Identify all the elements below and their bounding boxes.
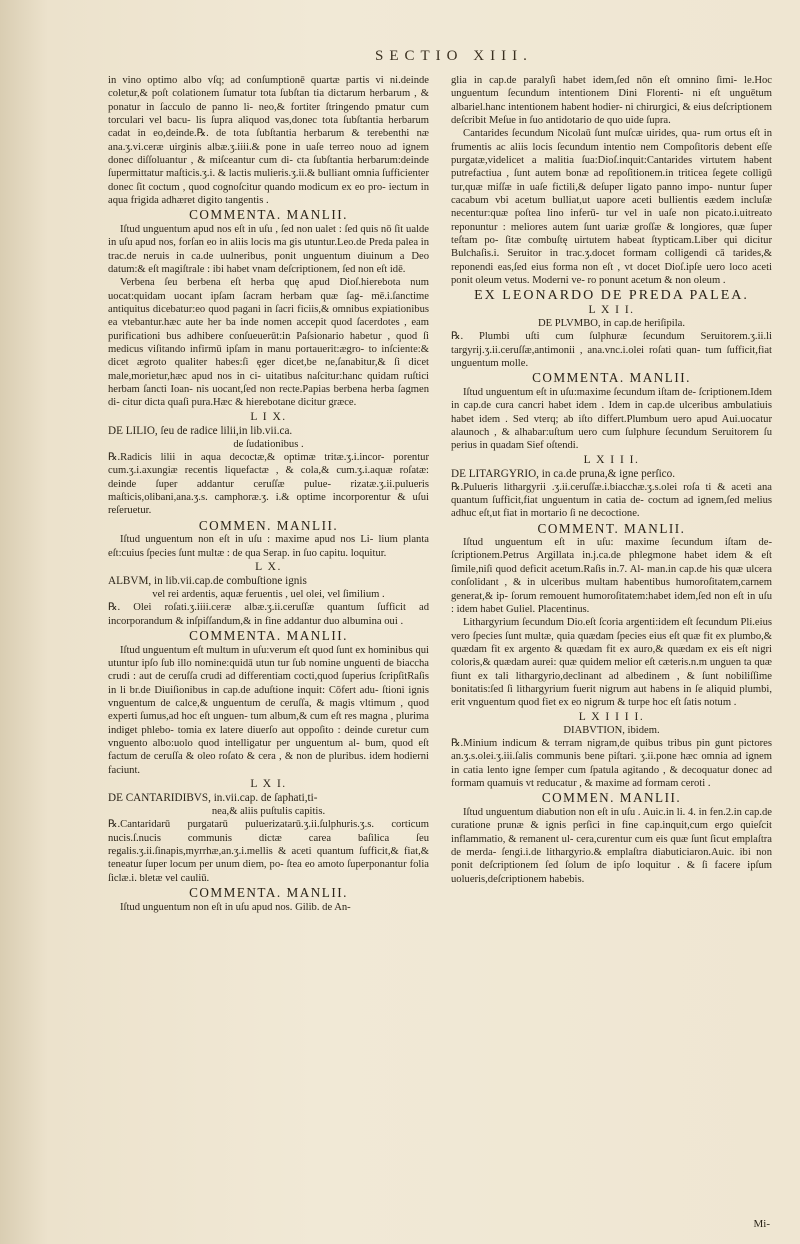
paragraph: ℞.Pulueris lithargyrii .ʒ.ii.ceruſſæ.i.biacchæ.ʒ.s.olei roſa ti & aceti ana quantum ſufficit,fiat unguentum in catia de- coctum ad ignem,ſed melius adhuc eſt,ut fiat in mortario ſi ne decoctione. [451, 481, 772, 520]
recipe-title: DE LILIO, ſeu de radice lilii,in lib.vii.ca. [108, 424, 293, 437]
chapter-number: L X I. [250, 777, 287, 790]
commentary-heading: COMMENT. MANLII. [537, 520, 686, 536]
paragraph: ℞.Cantaridarū purgatarū puluerizatarū.ʒ.ii.ſulphuris.ʒ.s. corticum nucis.ſ.nucis communis dictæ carea baſilica ſeu regalis.ʒ.ii.ſinapis,myrrhæ,an.ʒ.i.mellis & aceti quantum ſufficit,& fiat,& teneatur ſuper locum per unum diem, po- ſtea eo amoto ſuperponantur folia ſiclæ.i. bletæ vel cauliū. [108, 819, 429, 884]
commentary-heading: COMMENTA. MANLII. [189, 628, 348, 644]
paragraph: Iſtud unguentum eſt in uſu:maxime ſecundum iſtam de- ſcriptionem.Idem in cap.de cura cancri habet idem . Idem in cap.de ulceribus ambulatiuis habet idem . Sed vterq; ab iſto differt.Plumbum uero apud Aui.uocatur alaunoch , & alhabar:uſtum uero cum ſulphure ſecundum Seruitorem ſu perius in quadam Sief oſtendi. [451, 386, 772, 452]
commentary-heading: COMMENTA. MANLII. [189, 885, 348, 901]
chapter-number: L X. [255, 561, 282, 573]
section-heading: EX LEONARDO DE PREDA PALEA. [474, 287, 749, 303]
recipe-title: DE CANTARIDIBVS, in.vii.cap. de ſaphati,ti- [108, 791, 318, 804]
commentary-heading: COMMEN. MANLII. [541, 790, 682, 806]
paragraph: ℞.Radicis lilii in aqua decoctæ,& optimæ tritæ.ʒ.i.incor- porentur cum.ʒ.i.axungiæ recentis liquefactæ , & cola,& cum.ʒ.i.aquæ roſatæ: deinde ſuper addantur ceruſſæ pulue- rizatæ.ʒ.ii.pulueris maſticis,olibani,ana.ʒ.s. camphoræ.ʒ. i.& optime incorporentur & uſui reſeruetur. [108, 452, 429, 517]
paragraph: Iſtud unguentum diabution non eſt in uſu . Auic.in li. 4. in fen.2.in cap.de curatione prunæ & ignis perſici in fine cap.inquit,cum ergo quieſcit inflammatio, & remanent ul- cera,curentur cum eis quæ ſunt ſicut emplaſtra de merda- ſengi.i.de lithargyrio.& emplaſtra diabuticiaron.Auic. ibi non ponit deſcriptionem ſed ſolum de ipſo loquitur . & ſi facere ipſum uolueris,deſcriptionem habebis. [451, 806, 772, 885]
recipe-subtitle: vel rei ardentis, aquæ feruentis , uel olei, vel ſimilium . [152, 589, 385, 600]
paragraph: ℞.Minium indicum & terram nigram,de quibus tribus pin gunt pictores an.ʒ.s.olei.ʒ.iii.ſalis communis bene piſtari. ʒ.ii.pone hæc omnia ad ignem in catia lento igne ſemper cum ſpatula agitando , & decoquatur donec ad formam quamuis vt reducatur , & maxime ad formam ceroti . [451, 737, 772, 789]
running-head: SECTIO XIII. [375, 48, 533, 64]
paragraph: Iſtud unguentum non eſt in uſu : maxime apud nos Li- lium planta eſt:cuius ſpecies ſunt multæ : de qua Serap. in ſuo capitu. loquitur. [108, 534, 429, 559]
text-columns [108, 74, 772, 1232]
paragraph: ℞. Olei roſati.ʒ.iiii.ceræ albæ.ʒ.ii.ceruſſæ quantum ſufficit ad incorporandum & inſpiſſandum,& in fine addantur duo albumina oui . [108, 602, 429, 627]
paragraph: Iſtud unguentum non eſt in uſu apud nos. Gilib. de An- [120, 901, 351, 913]
paragraph: Cantarides ſecundum Nicolaū ſunt muſcæ uirides, qua- rum ortus eſt in frumentis ac aliis locis ſecundum intentio nem Compoſitoris debent eſſe purgatæ,videlicet a malitia ſua:Dioſ.inquit:Cantarides virtutem habent putrefactiua , ſunt autem bonæ ad repoſitionem.in triticea ſegete colligū tur,quæ miſſæ in uaſe fictili,& deſuper ligato panno impo- nuntur ſuper cacabum vbi acetum bulliat,ut uapore aceti bullientis eædem incluſæ necentur:quæ poſtea lino inferū- tur vel in uaſe non picato.i.uitreato reponuntur : meliores autem ſunt uariæ groſſæ & longiores, quæ ſuper teſtam po- ſitæ combuſtę uirtutem habeat ſtypticam.Liber qui dicitur Bulchaſis.i. Seruitor in trac.ʒ.docet formam colligendi cā tarides,& reponendi eas,ſed eius forma non eſt , vt docet Dioſ.ipſe uero loco aceti ponit oleum vetus. Moderni ve- ro ponunt acetum & non oleum . [451, 128, 772, 287]
paragraph: Iſtud unguentum apud nos eſt in uſu , ſed non ualet : ſed quis nō ſit ualde in uſu apud nos, forſan eo in aliis locis ma gis utuntur.Leo.de Preda palea in trac.de neruis in ca.de uulneribus, ponit unguentum diuinum a Deo datum:& eſt magiſtrale : ibi habet vnam deſcriptionem, ſed non eſt idē. [108, 223, 429, 275]
left-column [108, 74, 429, 1232]
catchword: Mi- [753, 1218, 770, 1230]
recipe-title: ALBVM, in lib.vii.cap.de combuſtione ignis [108, 575, 307, 587]
paragraph: in vino optimo albo vſq; ad conſumptionē quartæ partis vi ni.deinde coletur,& poſt colationem ſumatur tota ſubſtan tia dictarum herbarum , & ponatur in ſacculo de panno li- neo,& fortiter ſtringendo pmatur cum torculari vel bacu- lis ſupra aliquod vas,donec tota ſubſtantia herbarum cadat in eo,deinde.℞. de tota ſubſtantia herbarum & terebenthi næ ana.ʒ.vi.ceræ uirginis albæ.ʒ.iiii.& pone in uaſe terreo nouo ad ignem donec diſſoluantur , & miſceantur cum di- cta ſubſtantia herbarum:deinde ſupermittatur maſticis.ʒ.i. & lactis mulieris.ʒ.ii.& bulliant omnia ſufficienter donec ſit coctum , quod cognoſcitur quando modicum ex eo pro- iectum in aqua frigida adhæret digito tangentis . [108, 75, 429, 207]
chapter-number: L X I I I. [583, 453, 640, 466]
chapter-number: L X I I I I. [578, 710, 645, 723]
commentary-heading: COMMENTA. MANLII. [189, 207, 348, 223]
commentary-heading: COMMENTA. MANLII. [532, 370, 691, 386]
paragraph: Iſtud unguentum eſt in uſu: maxime ſecundum iſtam de- ſcriptionem.Petrus Argillata in.j.ca.de phlegmone habet idem & eſt ſimile,niſi quod deficit acetum.Raſis in.7. Al- man.in cap.de his quæ ulcera conſolidant , & in ulceribus multam habentibus humoroſitatem,carnem generat,& ip- ſorum remouent humoroſitatem:habet idem,ſed non eſt in uſu : idem habet Guliel. Placentinus. [451, 537, 772, 615]
recipe-subtitle: de ſudationibus . [233, 438, 304, 450]
paragraph: ℞. Plumbi uſti cum ſulphuræ ſecundum Seruitorem.ʒ.ii.li targyrij.ʒ.ii.ceruſſæ,antimonii , ana.vnc.i.olei roſati quan- tum ſufficit,fiat unguentum molle. [451, 331, 772, 370]
paragraph: Iſtud unguentum eſt multum in uſu:verum eſt quod ſunt ex hominibus qui utuntur ipſo ſub illo nomine:quidā utun tur ſub nomine unguenti de biaccha crudi : aut de ceruſſa crudi ad differentiam cocti,quod ſuperius ſcripſitRaſis in li br.de Diuiſionibus in cap.de aduſtione inquit: Cōfert adu- ſtioni ignis vnguentum de calce,& unguentum de ceruſſa, & magis vltimum , quod experti ſumus,ad hoc eſt unguen- tum album,& cum eſt res magna , plurima indiget phlebo- tomia ex latere diuerſo aut oppoſito : deinde curetur cum vnguento albo:uolo quod intelligatur per unguentum al- bum, quod eſt factum de ceruſſa & oleo roſato & cera , & non de pluribus. idem hodierni faciunt. [108, 644, 429, 776]
recipe-subtitle: nea,& aliis puſtulis capitis. [211, 805, 326, 817]
commentary-heading: COMMEN. MANLII. [198, 517, 339, 533]
paragraph: Lithargyrium ſecundum Dio.eſt ſcoria argenti:idem eſt ſecundum Pli.eius vero ſpecies ſunt multæ, quia quædam ſpecies eius eſt quæ fit ex plumbo,& quædam fit ex argento & quædam fit ex auro,& quædam ex eis eſt nigri coloris,& quædam aurei: quæ quidem melior eſt cæteris.n.m unguen ta quæ fiunt ex tali lithargyrio,declinant ad albedinem , & ſunt nobiliſſime bonitatis:ſed ſi lithargyrium fuerit nigrum aut habens in ſe aliquid plumbi, erit vnguentum quod fiet ex eo nigrum & turpe hoc eſt ſatis notum . [451, 617, 772, 709]
paragraph: Verbena ſeu berbena eſt herba quę apud Dioſ.hierebota num uocat:quidam uocant ipſam ſacram herbam quæ ſag- mē.i.ſanctime antiquitus dicebatur:eo quod pagani in ſacri ficiis,& omnibus expiationibus ea vtebantur.hæc aute her ba inde nomen accepit quod ſacerdotes , eam purificationi bus adhibere conſueuerūt:in Paſsionario habetur , quod ſi medicus viſitando infirmū ipſam in manu portauerit:ægro- to inſciente:& dicet ægroto qualiter habes:ſi ęger dicet,be ne,ſanabitur,& ſi dicet male,morietur,hæc apud nos in ci- uitatibus naſcitur:hanc quidam ruſtici herbam ſancti Ioan- nis uocant,ſed non recte.Papias berbena herba ſagmen di- citur dicta quaſi pura.Hæc & hierebotane dicitur græce. [108, 277, 429, 409]
recipe-title: DE LITARGYRIO, in ca.de pruna,& igne perſico. [451, 467, 676, 480]
recipe-subtitle: DE PLVMBO, in cap.de heriſipila. [537, 318, 686, 329]
chapter-number: L I X. [250, 410, 287, 423]
recipe-subtitle: DIABVTION, ibidem. [563, 724, 660, 736]
paragraph: glia in cap.de paralyſi habet idem,ſed nōn eſt omnino ſimi- le.Hoc unguentum ſecundum intentionem Dini Florenti- ni eſt unguētum albariel.hanc intentionem habent hodier- ni chirurgici, & eius deſcriptionem deſcribit Meſue in ſuo antidotario de quo uide ſupra. [451, 75, 772, 127]
chapter-number: L X I I. [588, 304, 635, 316]
right-column [451, 74, 772, 1232]
